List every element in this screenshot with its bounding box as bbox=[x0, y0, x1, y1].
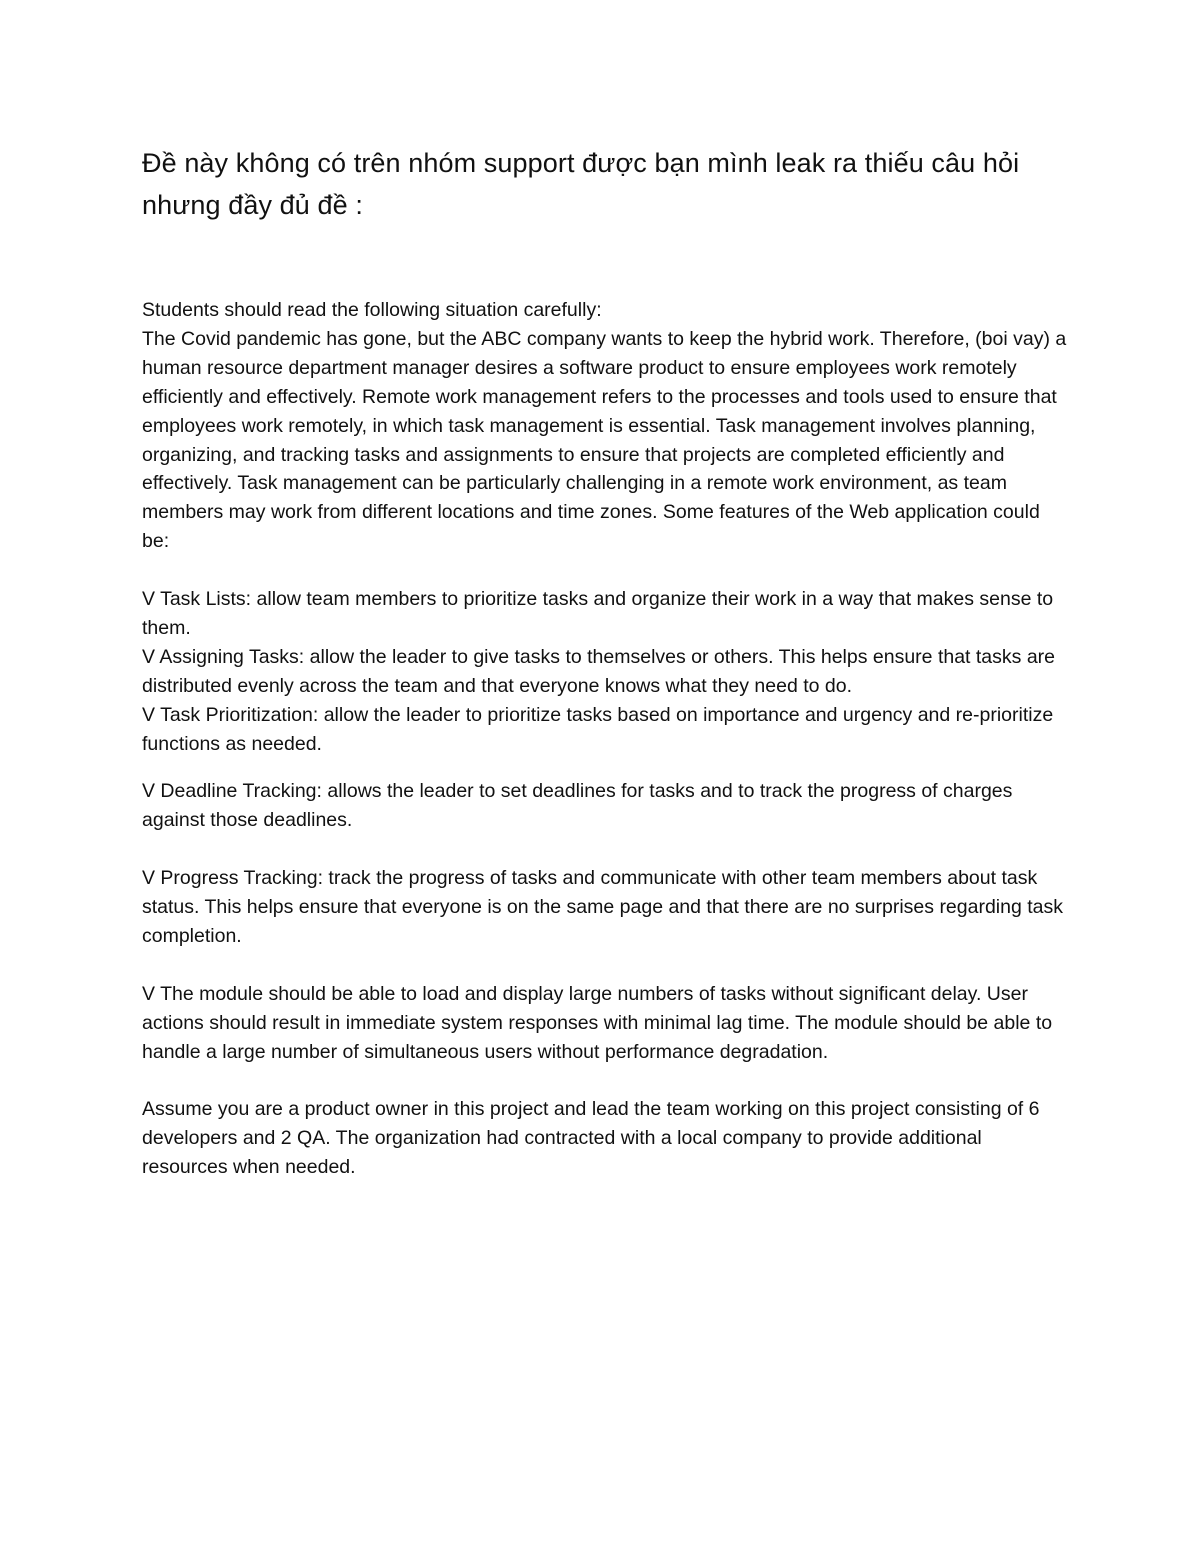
document-body bbox=[142, 296, 1067, 1182]
feature-item-deadline-tracking: V Deadline Tracking: allows the leader to set deadlines for tasks and to track the progress of charges against those deadlines. bbox=[142, 780, 1013, 832]
document-heading: Đề này không có trên nhóm support được bạn mình leak ra thiếu câu hỏi nhưng đầy đủ đề : bbox=[142, 148, 1020, 220]
paragraph-spacer bbox=[142, 556, 1067, 585]
feature-item-assigning-tasks: V Assigning Tasks: allow the leader to give tasks to themselves or others. This helps ensure that tasks are distributed evenly across the team and that everyone knows what they need to do. bbox=[142, 645, 1055, 697]
feature-item-progress-tracking: V Progress Tracking: track the progress of tasks and communicate with other team members about task status. This helps ensure that everyone is on the same page and that there are no surprises regarding task completion. bbox=[142, 867, 1064, 947]
feature-list bbox=[142, 585, 1067, 1066]
feature-item-performance: V The module should be able to load and display large numbers of tasks without significant delay. User actions should result in immediate system responses with minimal lag time. The module should be able to handle a large number of simultaneous users without performance degradation. bbox=[142, 982, 1053, 1063]
intro-paragraph: Students should read the following situation carefully: bbox=[142, 299, 602, 321]
paragraph-spacer bbox=[142, 951, 1067, 980]
feature-item-task-prioritization: V Task Prioritization: allow the leader to prioritize tasks based on importance and urgency and re-prioritize functions as needed. bbox=[142, 703, 1054, 755]
paragraph-spacer bbox=[142, 1067, 1067, 1096]
closing-paragraph: Assume you are a product owner in this project and lead the team working on this project consisting of 6 developers and 2 QA. The organization had contracted with a local company to provide additional resources when needed. bbox=[142, 1098, 1040, 1179]
paragraph-spacer bbox=[142, 835, 1067, 864]
paragraph-spacer bbox=[142, 758, 1067, 777]
situation-paragraph: The Covid pandemic has gone, but the ABC company wants to keep the hybrid work. Therefore, (boi vay) a human resource department manager desires a software product to ensure employees work remotely efficiently and effectively. Remote work management refers to the processes and tools used to ensure that employees work remotely, in which task management is essential. Task management involves planning, organizing, and tracking tasks and assignments to ensure that projects are completed efficiently and effectively. Task management can be particularly challenging in a remote work environment, as team members may work from different locations and time zones. Some features of the Web application could be: bbox=[142, 327, 1067, 553]
feature-item-task-lists: V Task Lists: allow team members to prioritize tasks and organize their work in a way that makes sense to them. bbox=[142, 588, 1054, 639]
